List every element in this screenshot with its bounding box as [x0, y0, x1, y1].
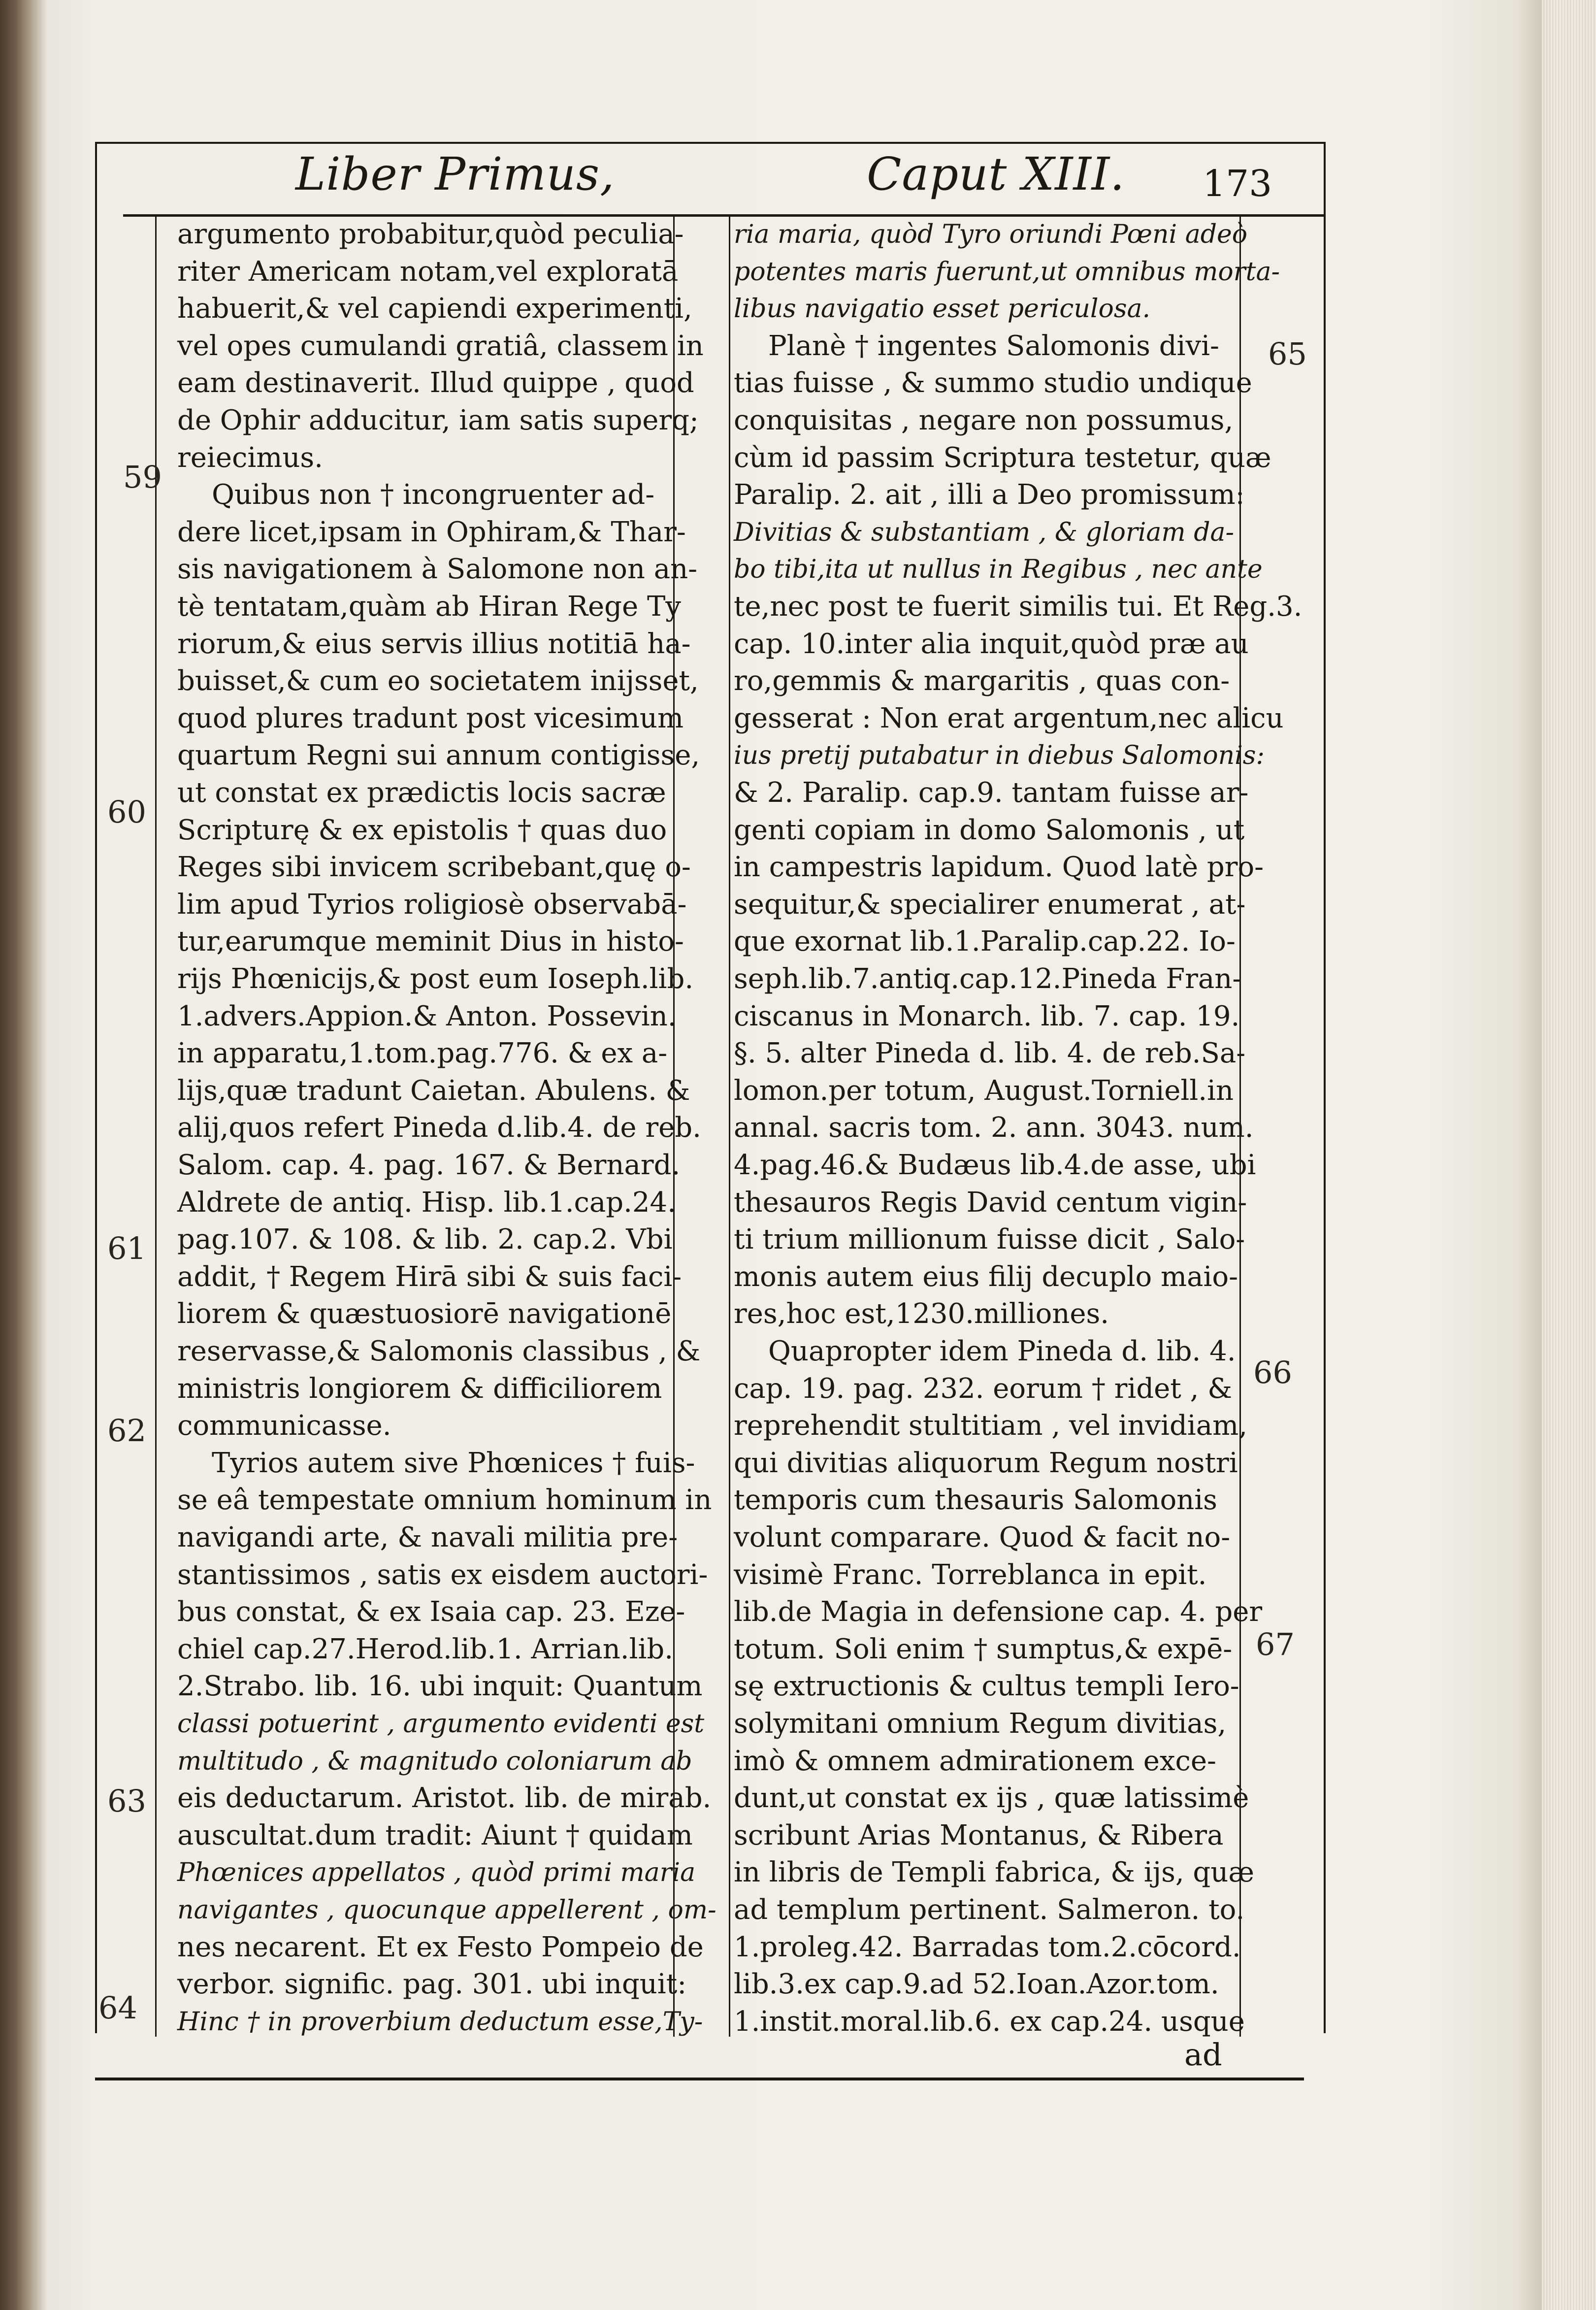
text-line: Divitias & substantiam , & gloriam da-	[734, 517, 1235, 547]
text-line: dunt,ut constat ex ijs , quæ latissimè	[734, 1782, 1249, 1815]
text-line: Tyrios autem sive Phœnices † fuis-	[212, 1447, 695, 1479]
text-line: Aldrete de antiq. Hisp. lib.1.cap.24.	[177, 1186, 676, 1219]
text-line: habuerit,& vel capiendi experimenti,	[177, 293, 692, 325]
margin-number: 65	[1268, 336, 1307, 372]
text-line: reprehendit stultitiam , vel invidiam,	[734, 1410, 1247, 1442]
margin-number: 62	[107, 1413, 146, 1449]
text-line: que exornat lib.1.Paralip.cap.22. Io-	[734, 925, 1236, 958]
text-line: potentes maris fuerunt,ut omnibus morta-	[734, 257, 1280, 287]
text-line: ad templum pertinent. Salmeron. to.	[734, 1894, 1245, 1926]
margin-number: 59	[123, 459, 162, 495]
text-line: riter Americam notam,vel exploratā	[177, 255, 679, 288]
text-line: sę extructionis & cultus templi Iero-	[734, 1670, 1239, 1703]
text-line: Quapropter idem Pineda d. lib. 4.	[768, 1335, 1236, 1367]
text-line: se eâ tempestate omnium hominum in	[177, 1484, 712, 1517]
margin-number: 67	[1256, 1626, 1295, 1662]
text-line: genti copiam in domo Salomonis , ut	[734, 814, 1245, 846]
text-line: de Ophir adducitur, iam satis superq;	[177, 404, 699, 436]
text-line: monis autem eius filij decuplo maio-	[734, 1260, 1238, 1293]
text-line: & 2. Paralip. cap.9. tantam fuisse ar-	[734, 777, 1249, 809]
text-line: buisset,& cum eo societatem inijsset,	[177, 665, 699, 697]
text-line: reservasse,& Salomonis classibus , &	[177, 1335, 701, 1367]
text-line: rijs Phœnicijs,& post eum Ioseph.lib.	[177, 963, 694, 995]
text-line: liorem & quæstuosiorē navigationē	[177, 1298, 672, 1330]
text-line: Phœnices appellatos , quòd primi maria	[177, 1858, 696, 1888]
text-line: chiel cap.27.Herod.lib.1. Arrian.lib.	[177, 1633, 674, 1665]
margin-number: 60	[107, 794, 146, 830]
text-line: Paralip. 2. ait , illi a Deo promissum:	[734, 479, 1245, 511]
margin-number: 66	[1253, 1354, 1292, 1390]
text-line: ciscanus in Monarch. lib. 7. cap. 19.	[734, 1000, 1240, 1032]
text-line: lim apud Tyrios roligiosè observabā-	[177, 888, 687, 921]
text-line: 4.pag.46.& Budæus lib.4.de asse, ubi	[734, 1149, 1256, 1181]
text-line: temporis cum thesauris Salomonis	[734, 1484, 1217, 1517]
text-line: navigantes , quocunque appellerent , om-	[177, 1895, 717, 1925]
text-line: eam destinaverit. Illud quippe , quod	[177, 367, 694, 399]
text-line: scribunt Arias Montanus, & Ribera	[734, 1819, 1224, 1851]
text-line: argumento probabitur,quòd peculia-	[177, 218, 684, 250]
text-line: sequitur,& specialirer enumerat , at-	[734, 888, 1246, 921]
text-line: Planè † ingentes Salomonis divi-	[768, 330, 1219, 362]
text-line: Quibus non † incongruenter ad-	[212, 479, 655, 511]
text-line: Reges sibi invicem scribebant,quę o-	[177, 851, 691, 884]
text-line: cùm id passim Scriptura testetur, quæ	[734, 441, 1271, 474]
text-line: ius pretij putabatur in diebus Salomonis:	[734, 741, 1265, 771]
text-line: classi potuerint , argumento evidenti est	[177, 1709, 705, 1739]
text-line: cap. 19. pag. 232. eorum † ridet , &	[734, 1372, 1233, 1405]
text-line: solymitani omnium Regum divitias,	[734, 1708, 1227, 1740]
text-line: quod plures tradunt post vicesimum	[177, 702, 684, 734]
text-line: Scripturę & ex epistolis † quas duo	[177, 814, 667, 846]
text-line: in libris de Templi fabrica, & ijs, quæ	[734, 1856, 1254, 1889]
text-line: multitudo , & magnitudo coloniarum ab	[177, 1746, 692, 1776]
text-line: seph.lib.7.antiq.cap.12.Pineda Fran-	[734, 963, 1242, 995]
text-line: reiecimus.	[177, 441, 323, 474]
text-line: stantissimos , satis ex eisdem auctori-	[177, 1558, 708, 1591]
text-line: riorum,& eius servis illius notitiā ha-	[177, 627, 691, 660]
text-line: alij,quos refert Pineda d.lib.4. de reb.	[177, 1112, 701, 1144]
text-line: Hinc † in proverbium deductum esse,Ty-	[177, 2007, 703, 2037]
text-line: verbor. signific. pag. 301. ubi inquit:	[177, 1968, 687, 2001]
text-line: lib.de Magia in defensione cap. 4. per	[734, 1596, 1263, 1628]
text-line: tè tentatam,quàm ab Hiran Rege Ty	[177, 591, 681, 623]
text-line: libus navigatio esset periculosa.	[734, 294, 1151, 324]
text-line: 1.proleg.42. Barradas tom.2.cōcord.	[734, 1931, 1241, 1963]
page-number: 173	[1203, 163, 1272, 205]
running-head-left: Liber Primus,	[295, 148, 615, 200]
text-line: navigandi arte, & navali militia pre-	[177, 1521, 678, 1553]
text-line: Salom. cap. 4. pag. 167. & Bernard.	[177, 1149, 681, 1181]
text-line: conquisitas , negare non possumus,	[734, 404, 1234, 436]
text-line: ministris longiorem & difficiliorem	[177, 1372, 662, 1405]
text-line: tias fuisse , & summo studio undique	[734, 367, 1252, 399]
margin-number: 64	[98, 1990, 137, 2026]
text-line: §. 5. alter Pineda d. lib. 4. de reb.Sa-	[734, 1037, 1246, 1070]
text-line: eis deductarum. Aristot. lib. de mirab.	[177, 1782, 712, 1815]
text-line: res,hoc est,1230.milliones.	[734, 1298, 1109, 1330]
text-line: ro,gemmis & margaritis , quas con-	[734, 665, 1230, 697]
text-line: 1.advers.Appion.& Anton. Possevin.	[177, 1000, 677, 1032]
text-line: communicasse.	[177, 1410, 391, 1442]
margin-number: 61	[107, 1230, 146, 1266]
text-line: ria maria, quòd Tyro oriundi Pœni adeò	[734, 220, 1248, 249]
text-line: nes necarent. Et ex Festo Pompeio de	[177, 1931, 704, 1963]
bottom-rule	[95, 2078, 1304, 2080]
text-line: in campestris lapidum. Quod latè pro-	[734, 851, 1264, 884]
running-head-right: Caput XIII.	[867, 148, 1125, 200]
page-edges	[1542, 0, 1596, 2310]
text-line: vel opes cumulandi gratiâ, classem in	[177, 330, 704, 362]
text-line: lib.3.ex cap.9.ad 52.Ioan.Azor.tom.	[734, 1968, 1219, 2001]
text-line: ti trium millionum fuisse dicit , Salo-	[734, 1223, 1245, 1256]
catchword: ad	[1184, 2037, 1222, 2073]
text-line: bus constat, & ex Isaia cap. 23. Eze-	[177, 1596, 685, 1628]
text-line: pag.107. & 108. & lib. 2. cap.2. Vbi	[177, 1223, 673, 1256]
text-line: imò & omnem admirationem exce-	[734, 1745, 1216, 1777]
text-line: ut constat ex prædictis locis sacræ	[177, 777, 666, 809]
text-line: annal. sacris tom. 2. ann. 3043. num.	[734, 1112, 1254, 1144]
text-line: addit, † Regem Hirā sibi & suis faci-	[177, 1260, 682, 1293]
text-line: lijs,quæ tradunt Caietan. Abulens. &	[177, 1074, 690, 1107]
text-line: visimè Franc. Torreblanca in epit.	[734, 1558, 1207, 1591]
text-line: gesserat : Non erat argentum,nec alicu	[734, 702, 1284, 734]
text-line: 2.Strabo. lib. 16. ubi inquit: Quantum	[177, 1670, 703, 1703]
text-line: dere licet,ipsam in Ophiram,& Thar-	[177, 516, 686, 548]
text-line: tur,earumque meminit Dius in histo-	[177, 925, 684, 958]
text-line: qui divitias aliquorum Regum nostri	[734, 1447, 1238, 1479]
text-line: totum. Soli enim † sumptus,& expē-	[734, 1633, 1233, 1665]
text-line: te,nec post te fuerit similis tui. Et Reg.3.	[734, 591, 1303, 623]
text-line: in apparatu,1.tom.pag.776. & ex a-	[177, 1037, 668, 1070]
text-line: thesauros Regis David centum vigin-	[734, 1186, 1247, 1219]
text-line: sis navigationem à Salomone non an-	[177, 553, 698, 586]
text-line: lomon.per totum, August.Torniell.in	[734, 1074, 1234, 1107]
text-line: 1.instit.moral.lib.6. ex cap.24. usque	[734, 2005, 1245, 2038]
text-line: volunt comparare. Quod & facit no-	[734, 1521, 1231, 1553]
text-line: quartum Regni sui annum contigisse,	[177, 739, 700, 772]
text-line: bo tibi,ita ut nullus in Regibus , nec ante	[734, 555, 1263, 585]
text-line: cap. 10.inter alia inquit,quòd præ au	[734, 627, 1249, 660]
text-line: auscultat.dum tradit: Aiunt † quidam	[177, 1819, 693, 1851]
margin-number: 63	[107, 1783, 146, 1819]
